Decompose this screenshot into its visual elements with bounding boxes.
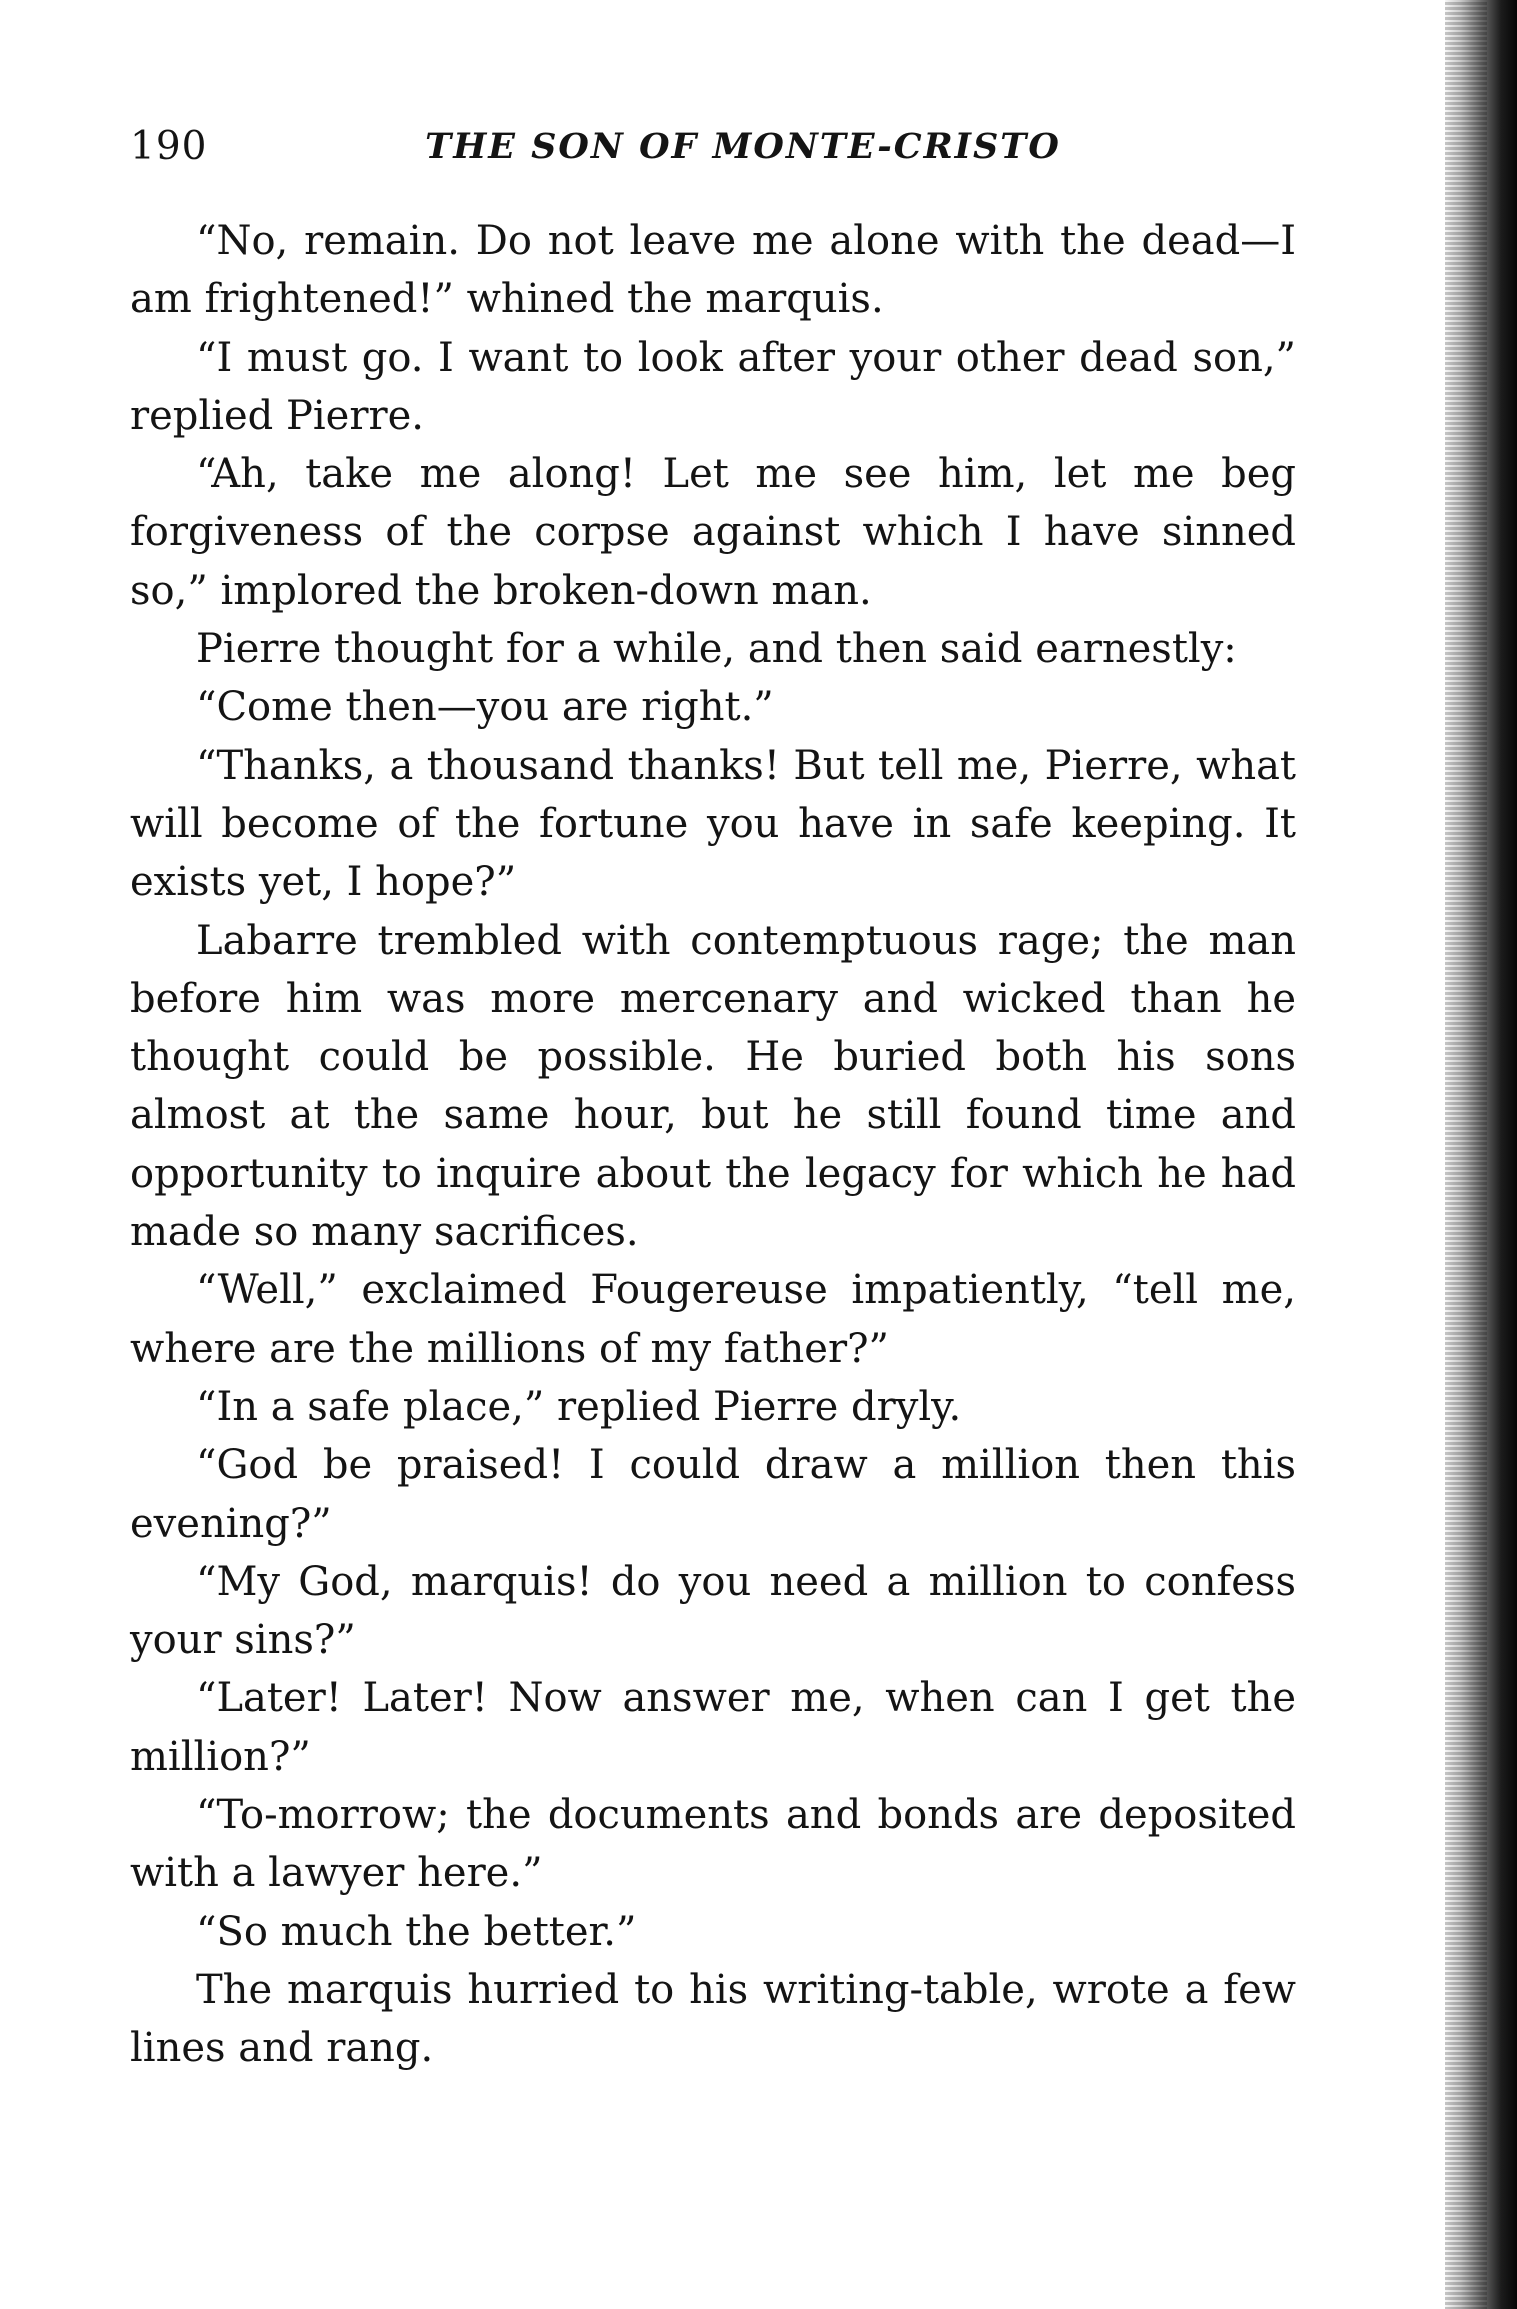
paragraph: “Ah, take me along! Let me see him, let me beg forgiveness of the corpse against which I have sinned so,” implored the broken-down man. bbox=[130, 451, 1296, 614]
paragraph: “Thanks, a thousand thanks! But tell me, Pierre, what will become of the fortune you have in safe keeping. It exists yet, I hope?” bbox=[130, 742, 1296, 906]
paragraph: “My God, marquis! do you need a million to confess your sins?” bbox=[130, 1558, 1296, 1664]
page-binding-texture bbox=[1445, 0, 1487, 2309]
paragraph: “In a safe place,” replied Pierre dryly. bbox=[196, 1383, 962, 1430]
paragraph: “To-morrow; the documents and bonds are deposited with a lawyer here.” bbox=[130, 1792, 1296, 1897]
paragraph: Pierre thought for a while, and then said earnestly: bbox=[196, 626, 1237, 673]
paragraph: The marquis hurried to his writing-table, wrote a few lines and rang. bbox=[130, 1966, 1296, 2072]
paragraph: “Come then—you are right.” bbox=[196, 684, 774, 731]
paragraph: Labarre trembled with contemptuous rage; the man before him was more mercenary and wicked than he thought could be possible. He buried both his sons almost at the same hour, but he still found time and opportunity to inquire about the legacy for which he had made so many sacrifices. bbox=[130, 917, 1296, 1256]
paragraph: “God be praised! I could draw a million then this evening?” bbox=[130, 1442, 1296, 1547]
paragraph: “I must go. I want to look after your other dead son,” replied Pierre. bbox=[130, 334, 1296, 439]
page-number: 190 bbox=[130, 124, 208, 169]
body-text bbox=[130, 212, 1296, 2078]
running-title: THE SON OF MONTE-CRISTO bbox=[425, 126, 1061, 167]
paragraph: “Well,” exclaimed Fougereuse impatiently, “tell me, where are the millions of my father?” bbox=[130, 1267, 1296, 1372]
paragraph: “Later! Later! Now answer me, when can I get the million?” bbox=[130, 1675, 1296, 1780]
page-header bbox=[130, 122, 1302, 182]
paragraph: “No, remain. Do not leave me alone with the dead—I am frightened!” whined the marquis. bbox=[130, 218, 1296, 323]
paragraph: “So much the better.” bbox=[196, 1908, 637, 1955]
